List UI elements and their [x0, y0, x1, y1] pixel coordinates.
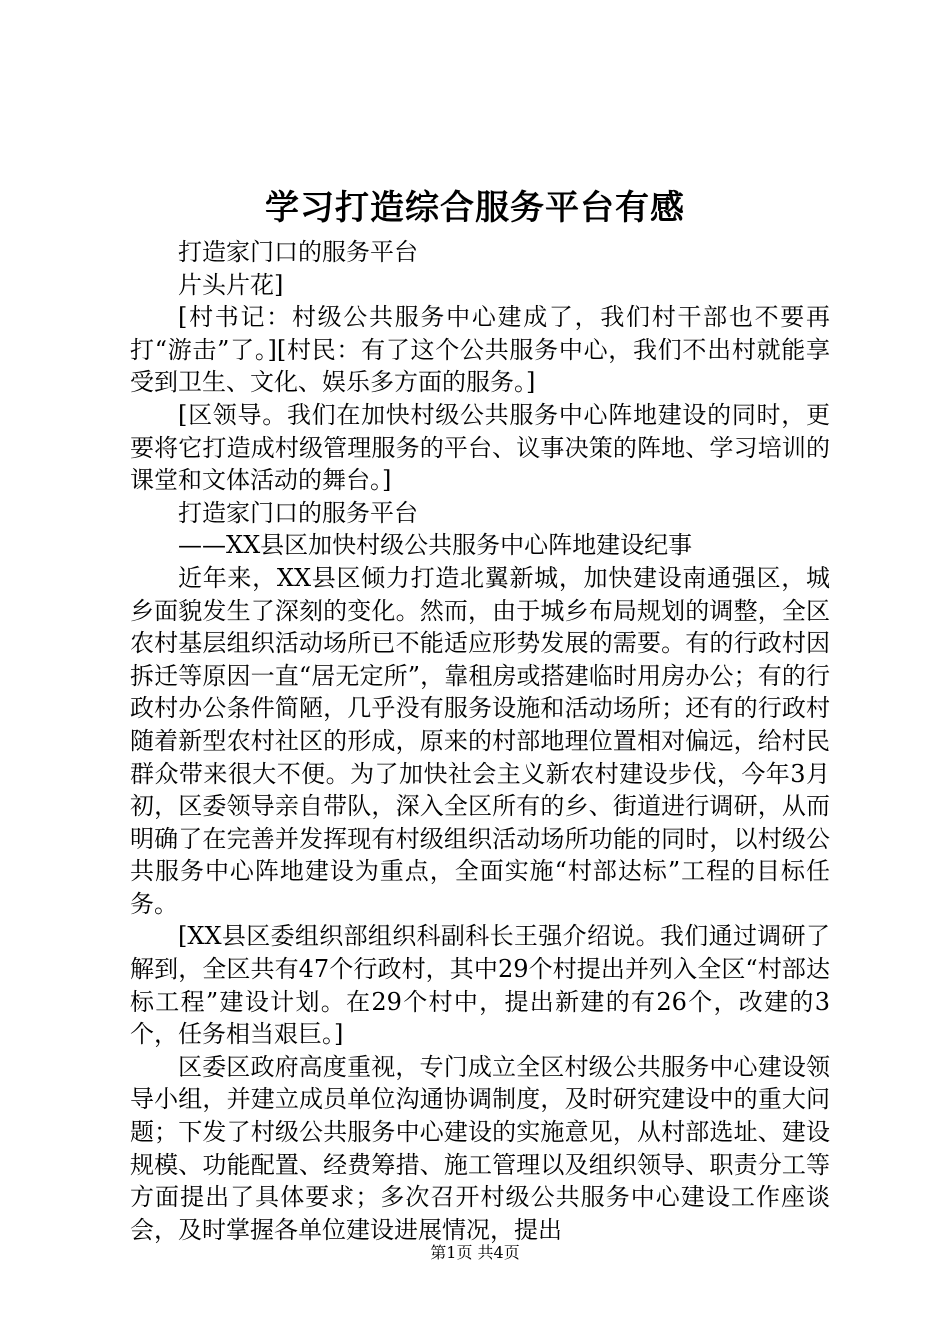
paragraph: 打造家门口的服务平台: [178, 238, 418, 266]
paragraph: 近年来，XX县区倾力打造北翼新城，加快建设南通强区，城乡面貌发生了深刻的变化。然而，由于城乡布局规划的调整，全区农村基层组织活动场所已不能适应形势发展的需要。有的行政村因拆迁等原因一直“居无定所”，靠租房或搭建临时用房办公；有的行政村办公条件简陋，几乎没有服务设施和活动场所；还有的行政村随着新型农村社区的形成，原来的村部地理位置相对偏远，给村民群众带来很大不便。为了加快社会主义新农村建设步伐，今年3月初，区委领导亲自带队，深入全区所有的乡、街道进行调研，从而明确了在完善并发挥现有村级组织活动场所功能的同时，以村级公共服务中心阵地建设为重点，全面实施“村部达标”工程的目标任务。: [130, 563, 830, 918]
paragraph: [村书记：村级公共服务中心建成了，我们村干部也不要再打“游击”了。][村民：有了这个公共服务中心，我们不出村就能享受到卫生、文化、娱乐多方面的服务。]: [130, 303, 830, 397]
paragraph: ——XX县区加快村级公共服务中心阵地建设纪事: [178, 531, 693, 560]
document-title: 学习打造综合服务平台有感: [265, 188, 685, 228]
paragraph: [区领导。我们在加快村级公共服务中心阵地建设的同时，更要将它打造成村级管理服务的平台、议事决策的阵地、学习培训的课堂和文体活动的舞台。]: [130, 400, 830, 495]
document-body: [130, 236, 830, 1246]
paragraph: 片头片花]: [178, 270, 284, 299]
page-footer: 第1页 共4页: [430, 1243, 520, 1262]
paragraph: 打造家门口的服务平台: [178, 498, 418, 527]
paragraph: 区委区政府高度重视，专门成立全区村级公共服务中心建设领导小组，并建立成员单位沟通协调制度，及时研究建设中的重大问题；下发了村级公共服务中心建设的实施意见，从村部选址、建设规模、功能配置、经费筹措、施工管理以及组织领导、职责分工等方面提出了具体要求；多次召开村级公共服务中心建设工作座谈会，及时掌握各单位建设进展情况，提出: [130, 1052, 830, 1244]
paragraph: [XX县区委组织部组织科副科长王强介绍说。我们通过调研了解到，全区共有47个行政村，其中29个村提出并列入全区“村部达标工程”建设计划。在29个村中，提出新建的有26个，改建的3个，任务相当艰巨。]: [130, 922, 830, 1049]
